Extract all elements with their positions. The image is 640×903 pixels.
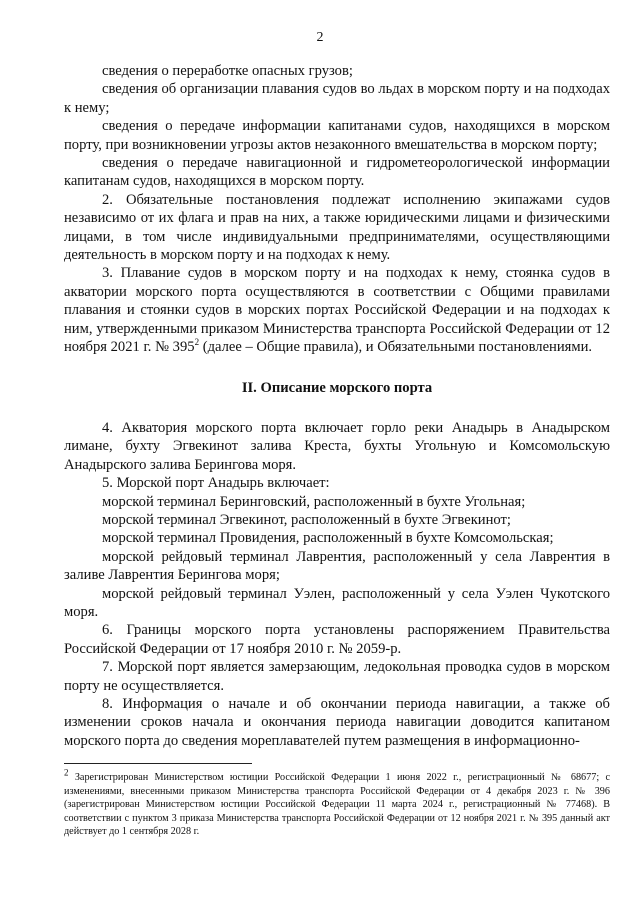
footnote-reference: 2 [194,337,200,348]
paragraph: морской терминал Эгвекинот, расположенный в бухте Эгвекинот; [102,511,511,528]
paragraph: морской рейдовый терминал Лаврентия, расположенный у села Лаврентия в заливе Лаврентия Берингова моря; [64,548,610,584]
paragraph: 8. Информация о начале и об окончании периода навигации, а также об изменении сроков начала и окончания периода навигации доводится капитаном морского порта до сведения мореплавателей путем размещения в информационно- [64,696,610,749]
footnote-body: Зарегистрирован Министерством юстиции Российской Федерации 1 июня 2022 г., регистрационный № 68677; с изменениями, внесенными приказом Министерства транспорта Российской Федерации от 4 декабря 2023 г. № 396 (зарегистрирован Министерством юстиции Российской Федерации 11 марта 2024 г., регистрационный № 77468). В соответствии с пунктом 3 приказа Министерства транспорта Российской Федерации от 12 ноября 2021 г. № 395 данный акт действует до 1 сентября 2028 г. [64,772,611,838]
section-heading: II. Описание морского порта [241,379,433,396]
footnote [64,767,611,839]
footnote-text [64,767,611,839]
paragraph: морской терминал Беринговский, расположенный в бухте Угольная; [102,493,526,510]
paragraph: 2. Обязательные постановления подлежат исполнению экипажами судов независимо от их флага и прав на них, а также юридическими лицами и физическими лицами, в том числе индивидуальными предпринимателями, осуществляющими деятельность в морском порту и на подходах к нему. [64,191,610,264]
paragraph: сведения об организации плавания судов во льдах в морском порту и на подходах к нему; [64,81,610,116]
footnote-marker: 2 [64,767,69,778]
paragraph-text: (далее – Общие правила), и Обязательными постановлениями. [199,339,593,356]
paragraph: сведения о передаче информации капитанами судов, находящихся в морском порту, при возникновении угрозы актов незаконного вмешательства в морском порту; [64,118,610,153]
paragraph: 5. Морской порт Анадырь включает: [102,475,330,492]
paragraph: морской терминал Провидения, расположенный в бухте Комсомольская; [102,530,554,547]
paragraph: сведения о передаче навигационной и гидрометеорологической информации капитанам судов, находящихся в морском порту. [64,155,610,190]
footnote-divider [64,763,252,764]
paragraph: сведения о переработке опасных грузов; [102,63,353,79]
paragraph: морской рейдовый терминал Уэлен, расположенный у села Уэлен Чукотского моря. [64,585,610,620]
paragraph-footnoted [64,264,610,356]
document-body [64,62,610,750]
paragraph: 7. Морской порт является замерзающим, ледокольная проводка судов в морском порту не осуществляется. [64,659,610,694]
paragraph: 4. Акватория морского порта включает горло реки Анадырь в Анадырском лимане, бухту Эгвекинот залива Креста, бухты Угольную и Комсомольскую Анадырского залива Берингова моря. [64,419,610,473]
page-number: 2 [316,30,324,45]
paragraph: 6. Границы морского порта установлены распоряжением Правительства Российской Федерации от 17 ноября 2010 г. № 2059-р. [64,622,610,657]
paragraph-text: 3. Плавание судов в морском порту и на подходах к нему, стоянка судов в акватории морского порта осуществляются в соответствии с Общими правилами плавания и стоянки судов в морских портах Российской Федерации и на подходах к ним, утвержденными приказом Министерства транспорта Российской Федерации от 12 ноября 2021 г. № 395 [64,265,610,356]
